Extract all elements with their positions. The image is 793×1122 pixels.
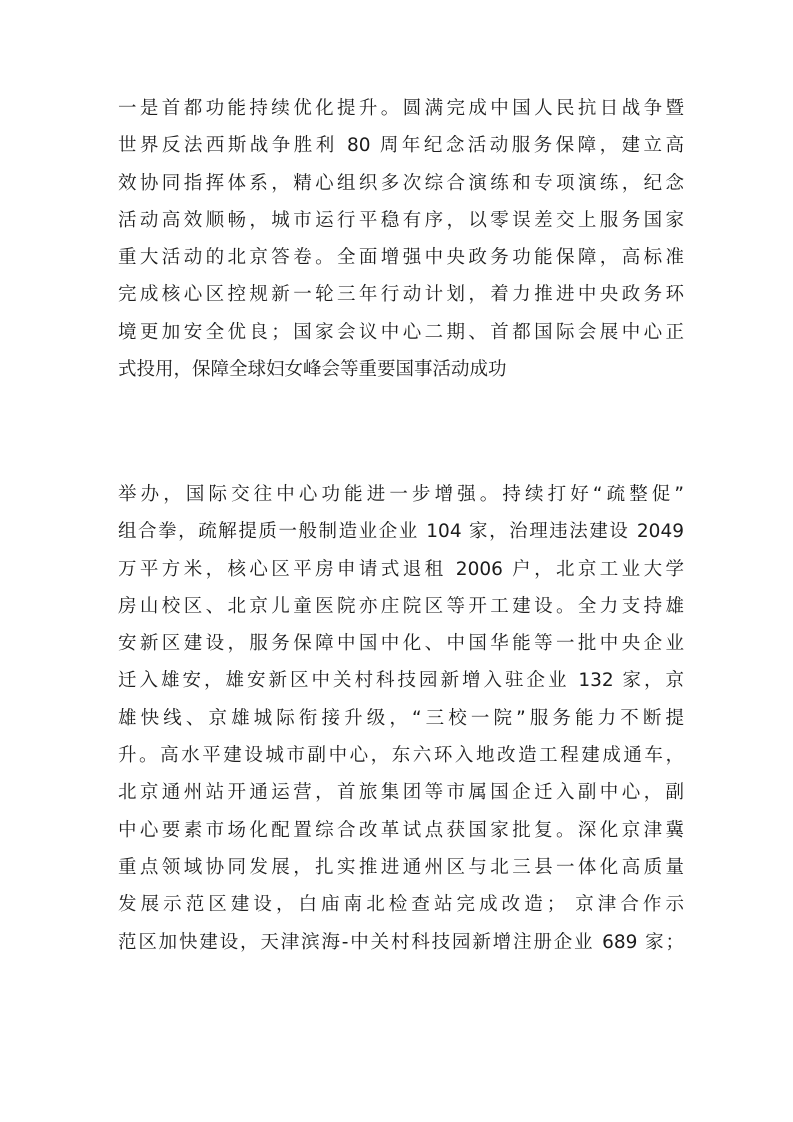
text-line: 世界反法西斯战争胜利 80 周年纪念活动服务保障，建立高 — [118, 135, 684, 157]
text-line: 组合拳，疏解提质一般制造业企业 104 家，治理违法建设 2049 — [118, 521, 684, 543]
text-line: 重大活动的北京答卷。全面增强中央政务功能保障，高标准 — [118, 247, 684, 269]
text-line: 房山校区、北京儿童医院亦庄院区等开工建设。全力支持雄 — [118, 595, 684, 617]
text-line: 范区加快建设，天津滨海-中关村科技园新增注册企业 689 家； — [118, 931, 684, 953]
text-line: 效协同指挥体系，精心组织多次综合演练和专项演练，纪念 — [118, 172, 684, 194]
text-line: 万平方米，核心区平房申请式退租 2006 户，北京工业大学 — [118, 558, 684, 580]
text-line: 雄快线、京雄城际衔接升级，“三校一院”服务能力不断提 — [118, 707, 684, 729]
text-line: 中心要素市场化配置综合改革试点获国家批复。深化京津冀 — [118, 819, 684, 841]
paragraph-1 — [118, 90, 684, 388]
text-line: 重点领域协同发展，扎实推进通州区与北三县一体化高质量 — [118, 856, 684, 878]
text-line: 北京通州站开通运营，首旅集团等市属国企迁入副中心，副 — [118, 782, 684, 804]
text-line: 升。高水平建设城市副中心，东六环入地改造工程建成通车， — [118, 745, 684, 767]
text-line: 发展示范区建设，白庙南北检查站完成改造； 京津合作示 — [118, 894, 684, 916]
text-line: 境更加安全优良；国家会议中心二期、首都国际会展中心正 — [118, 321, 684, 343]
paragraph-2 — [118, 476, 684, 961]
text-line: 一是首都功能持续优化提升。圆满完成中国人民抗日战争暨 — [118, 98, 684, 119]
text-line: 完成核心区控规新一轮三年行动计划，着力推进中央政务环 — [118, 284, 684, 306]
text-line: 活动高效顺畅，城市运行平稳有序，以零误差交上服务国家 — [118, 209, 684, 231]
text-line: 安新区建设，服务保障中国中化、中国华能等一批中央企业 — [118, 633, 684, 655]
text-line: 迁入雄安，雄安新区中关村科技园新增入驻企业 132 家，京 — [118, 670, 684, 692]
text-line: 式投用，保障全球妇女峰会等重要国事活动成功 — [118, 359, 507, 381]
text-line: 举办，国际交往中心功能进一步增强。持续打好“疏整促” — [118, 484, 684, 505]
